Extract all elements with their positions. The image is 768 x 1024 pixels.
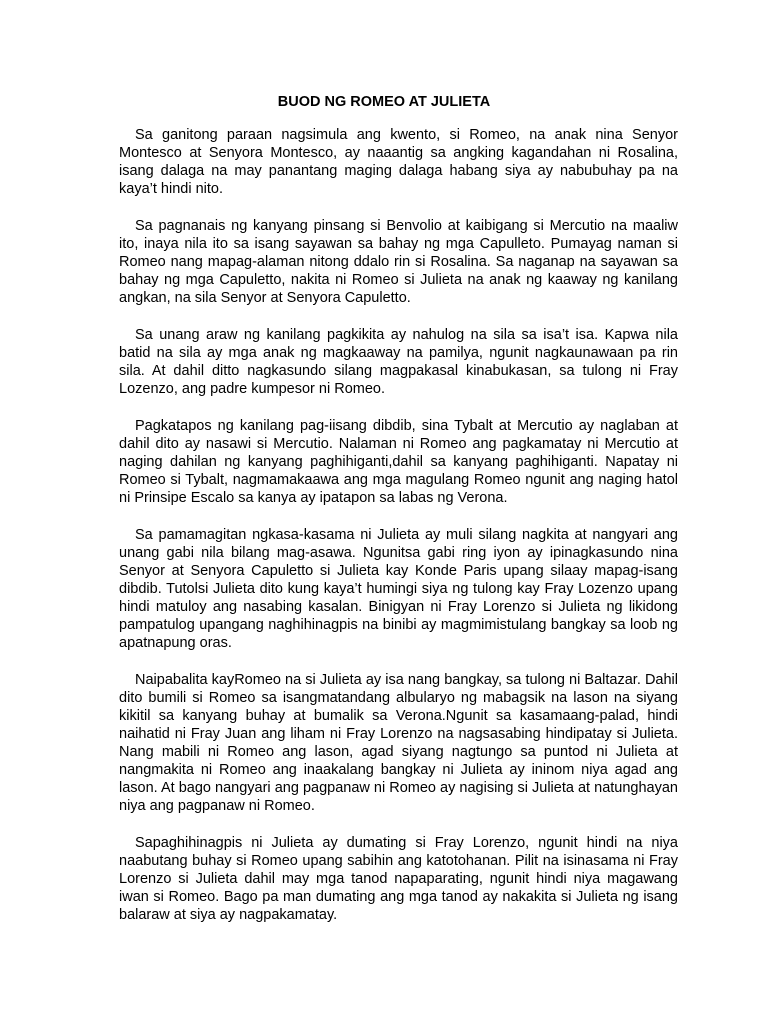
paragraph-1: Sa ganitong paraan nagsimula ang kwento, si Romeo, na anak nina Senyor Montesco at Senyora Montesco, ay naaantig sa angking kagandahan ni Rosalina, isang dalaga na may panantang maging dalaga habang siya ay nabubuhay pa na kaya’t hindi nito. <box>119 127 678 197</box>
paragraph-7: Sapaghihinagpis ni Julieta ay dumating si Fray Lorenzo, ngunit hindi na niya naabutang buhay si Romeo upang sabihin ang katotohanan. Pilit na isinasama ni Fray Lorenzo si Julieta dahil may mga tanod napaparating, ngunit hindi niya magawang iwan si Romeo. Bago pa man dumating ang mga tanod ay nakakita si Julieta ng isang balaraw at siya ay nagpakamatay. <box>119 835 678 923</box>
paragraph-6: Naipabalita kayRomeo na si Julieta ay isa nang bangkay, sa tulong ni Baltazar. Dahil dito bumili si Romeo sa isangmatandang albularyo ng mabagsik na lason na siyang kikitil sa kanyang buhay at bumalik sa Verona.Ngunit sa kasamaang-palad, hindi naihatid ni Fray Juan ang liham ni Fray Lorenzo na nagsasabing hindipatay si Julieta. Nang mabili ni Romeo ang lason, agad siyang nagtungo sa puntod ni Julieta at nangmakita ni Romeo ang inaakalang bangkay ni Julieta ay ininom niya agad ang lason. At bago nangyari ang pagpanaw ni Romeo ay nagising si Julieta at natunghayan niya ang pagpanaw ni Romeo. <box>119 672 678 814</box>
paragraph-2: Sa pagnanais ng kanyang pinsang si Benvolio at kaibigang si Mercutio na maaliw ito, inaya nila ito sa isang sayawan sa bahay ng mga Capulleto. Pumayag naman si Romeo nang mapag-alaman nitong ddalo rin si Rosalina. Sa naganap na sayawan sa bahay ng mga Capuletto, nakita ni Romeo si Julieta na anak ng kaaway ng kanilang angkan, na sila Senyor at Senyora Capuletto. <box>119 218 678 306</box>
document-title: BUOD NG ROMEO AT JULIETA <box>277 94 491 110</box>
paragraph-3: Sa unang araw ng kanilang pagkikita ay nahulog na sila sa isa’t isa. Kapwa nila batid na sila ay mga anak ng magkaaway na pamilya, ngunit nagkaunawaan pa rin sila. At dahil ditto nagkasundo silang magpakasal kinabukasan, sa tulong ni Fray Lozenzo, ang padre kumpesor ni Romeo. <box>119 327 678 397</box>
paragraph-5: Sa pamamagitan ngkasa-kasama ni Julieta ay muli silang nagkita at nangyari ang unang gabi nila bilang mag-asawa. Ngunitsa gabi ring iyon ay ipinagkasundo nina Senyor at Senyora Capuletto si Julieta kay Konde Paris upang silaay mapag-isang dibdib. Tutolsi Julieta dito kung kaya’t humingi siya ng tulong kay Fray Lozenzo upang hindi matuloy ang nasabing kasalan. Binigyan ni Fray Lorenzo si Julieta ng likidong pampatulog upangang naghihinagpis na binibi ay magmimistulang bangkay sa loob ng apatnapung oras. <box>119 527 678 651</box>
document-body <box>119 126 678 943</box>
paragraph-4: Pagkatapos ng kanilang pag-iisang dibdib, sina Tybalt at Mercutio ay naglaban at dahil dito ay nasawi si Mercutio. Nalaman ni Romeo ang pagkamatay ni Mercutio at naging dahilan ng kanyang paghihiganti,dahil sa kanyang paghihiganti. Napatay ni Romeo si Tybalt, nagmamakaawa ang mga magulang Romeo ngunit ang naging hatol ni Prinsipe Escalo sa kanya ay ipatapon sa labas ng Verona. <box>119 418 678 506</box>
